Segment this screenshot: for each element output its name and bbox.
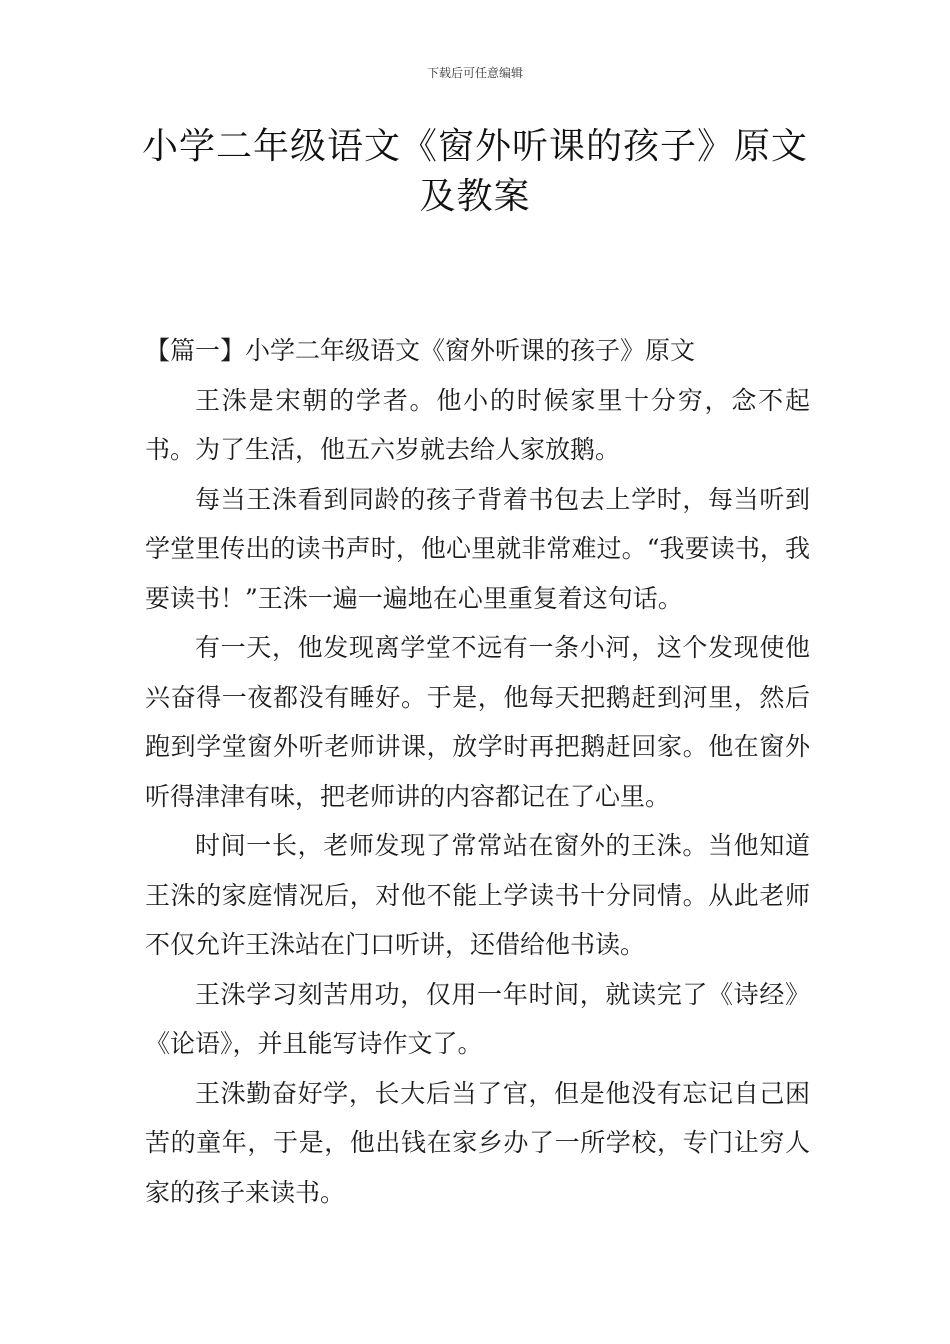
paragraph: 王洙是宋朝的学者。他小的时候家里十分穷，念不起书。为了生活，他五六岁就去给人家放鹅。 <box>145 385 810 464</box>
section-heading: 【篇一】小学二年级语文《窗外听课的孩子》原文 <box>145 336 696 365</box>
document-title: 小学二年级语文《窗外听课的孩子》原文及教案 <box>141 126 808 217</box>
paragraph: 每当王洙看到同龄的孩子背着书包去上学时，每当听到学堂里传出的读书声时，他心里就非常难过。“我要读书，我要读书！”王洙一遍一遍地在心里重复着这句话。 <box>145 484 810 613</box>
document-body <box>145 326 810 1217</box>
paragraph: 有一天，他发现离学堂不远有一条小河，这个发现使他兴奋得一夜都没有睡好。于是，他每天把鹅赶到河里，然后跑到学堂窗外听老师讲课，放学时再把鹅赶回家。他在窗外听得津津有味，把老师讲的内容都记在了心里。 <box>145 633 810 811</box>
paragraph: 王洙学习刻苦用功，仅用一年时间，就读完了《诗经》《论语》，并且能写诗作文了。 <box>145 979 810 1058</box>
paragraph: 王洙勤奋好学，长大后当了官，但是他没有忘记自己困苦的童年，于是，他出钱在家乡办了一所学校，专门让穷人家的孩子来读书。 <box>145 1078 810 1207</box>
header-note: 下载后可任意编辑 <box>426 66 523 80</box>
paragraph: 时间一长，老师发现了常常站在窗外的王洙。当他知道王洙的家庭情况后，对他不能上学读书十分同情。从此老师不仅允许王洙站在门口听讲，还借给他书读。 <box>145 831 810 959</box>
